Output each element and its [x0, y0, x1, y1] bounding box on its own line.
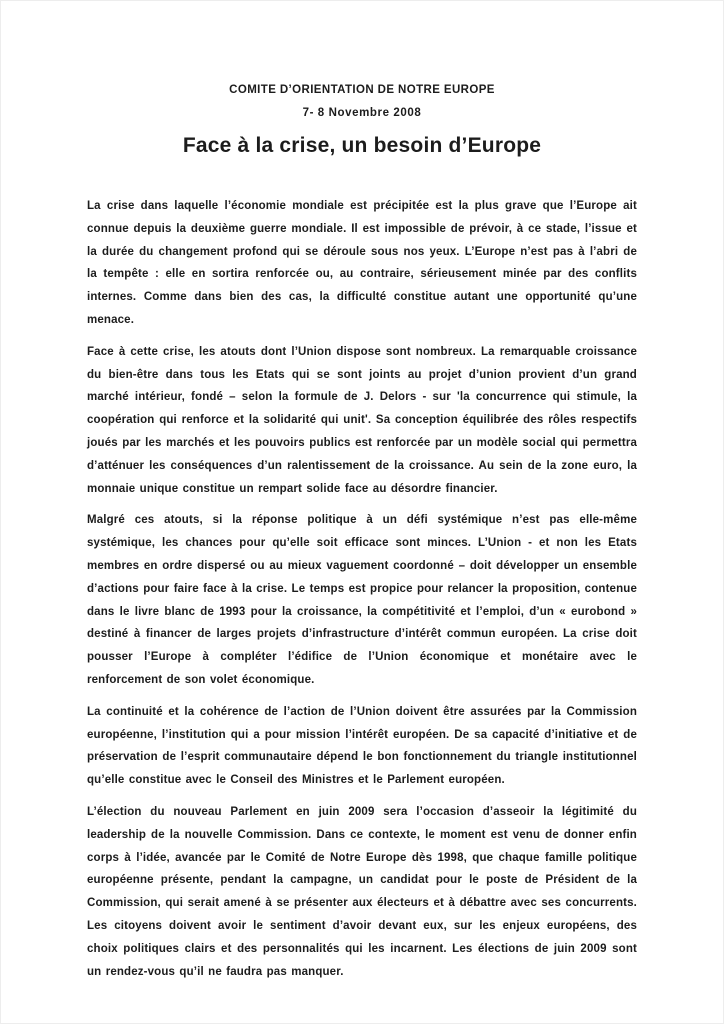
paragraph-5: L’élection du nouveau Parlement en juin 2009 sera l’occasion d’asseoir la légitimité du leadership de la nouvelle Commission. Dans ce contexte, le moment est venu de donner enfin corps à l’idée, avancée par le Comité de Notre Europe dès 1998, que chaque famille politique européenne présente, pendant la campagne, un candidat pour le poste de Président de la Commission, qui serait amené à se présenter aux électeurs et à débattre avec ses concurrents. Les citoyens doivent avoir le sentiment d’avoir devant eux, sur les enjeux européens, des choix politiques clairs et des personnalités qui les incarnent. Les élections de juin 2009 sont un rendez-vous qu’il ne faudra pas manquer.: [87, 805, 637, 978]
header-org-line: COMITE D’ORIENTATION DE NOTRE EUROPE: [229, 84, 495, 96]
document-content: [87, 79, 637, 992]
document-title: Face à la crise, un besoin d’Europe: [182, 134, 542, 157]
paragraph-1: La crise dans laquelle l’économie mondiale est précipitée est la plus grave que l’Europe ait connue depuis la deuxième guerre mondiale. Il est impossible de prévoir, à ce stade, l’issue et la durée du changement profond qui se déroule sous nos yeux. L’Europe n’est pas à l’abri de la tempête : elle en sortira renforcée ou, au contraire, sérieusement minée par des conflits internes. Comme dans bien des cas, la difficulté constitue autant une opportunité qu’une menace.: [87, 200, 637, 326]
header-date-line: 7- 8 Novembre 2008: [302, 107, 422, 119]
paragraph-3: Malgré ces atouts, si la réponse politique à un défi systémique n’est pas elle-même systémique, les chances pour qu’elle soit efficace sont minces. L’Union - et non les Etats membres en ordre dispersé ou au mieux vaguement coordonné – doit développer un ensemble d’actions pour faire face à la crise. Le temps est propice pour relancer la proposition, contenue dans le livre blanc de 1993 pour la croissance, la compétitivité et l’emploi, d’un « eurobond » destiné à financer de larges projets d’infrastructure d’intérêt commun européen. La crise doit pousser l’Europe à compléter l’édifice de l’Union économique et monétaire avec le renforcement de son volet économique.: [87, 514, 637, 686]
paragraph-4: La continuité et la cohérence de l’action de l’Union doivent être assurées par la Commission européenne, l’institution qui a pour mission l’intérêt européen. De sa capacité d’initiative et de préservation de l’esprit communautaire dépend le bon fonctionnement du triangle institutionnel qu’elle constitue avec le Conseil des Ministres et le Parlement européen.: [87, 705, 637, 787]
paragraph-2: Face à cette crise, les atouts dont l’Union dispose sont nombreux. La remarquable croissance du bien-être dans tous les Etats qui se sont joints au projet d’union provient d’un grand marché intérieur, fondé – selon la formule de J. Delors - sur 'la concurrence qui stimule, la coopération qui renforce et la solidarité qui unit'. Sa conception équilibrée des rôles respectifs joués par les marchés et les pouvoirs publics est renforcée par un modèle social qui permettra d’atténuer les conséquences d’un ralentissement de la croissance. Au sein de la zone euro, la monnaie unique constitue un rempart solide face au désordre financier.: [87, 345, 637, 495]
document-header: [87, 79, 637, 161]
document-body: [87, 195, 637, 983]
